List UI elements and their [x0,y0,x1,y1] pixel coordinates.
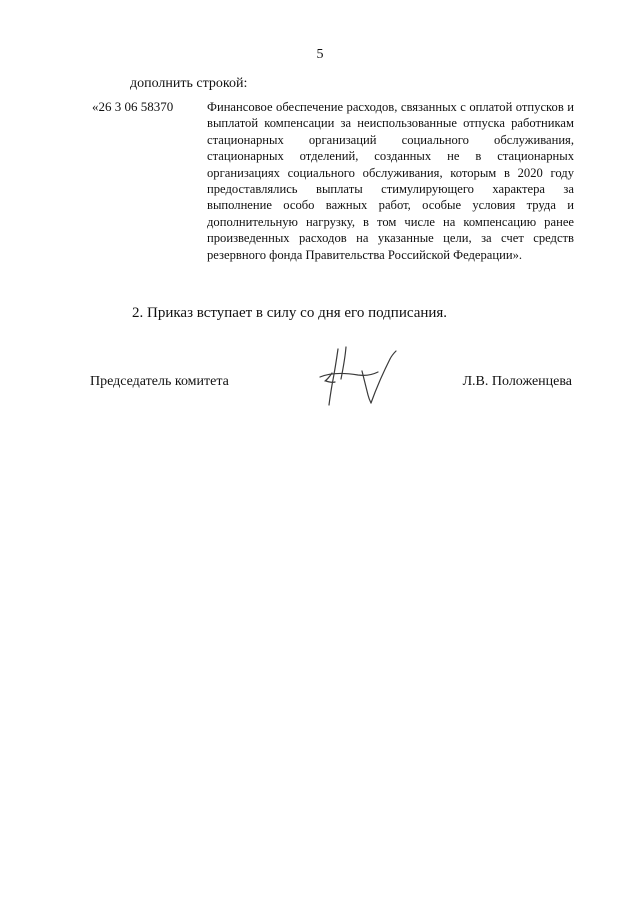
budget-code-description: Финансовое обеспечение расходов, связанных с оплатой отпусков и выплатой компенсации за неиспользованные отпуска работникам стационарных организаций социального обслуживания, стационарных отделений, созданных не в стационарных организациях социального обслуживания, которым в 2020 году предоставлялись выплаты стимулирующего характера за выполнение особо важных работ, особые условия труда и дополнительную нагрузку, в том числе на компенсацию ранее произведенных расходов на указанные цели, за счет средств резервного фонда Правительства Российской Федерации». [207,100,574,262]
signatory-title: Председатель комитета [90,374,229,389]
page-number: 5 [316,47,324,62]
signatory-name: Л.В. Положенцева [462,374,572,389]
handwritten-signature [316,345,398,407]
signature-strokes [320,347,396,405]
budget-classification-code: «26 3 06 58370 [92,99,174,114]
amendment-lead-text: дополнить строкой: [130,76,248,91]
order-effective-clause: 2. Приказ вступает в силу со дня его подписания. [132,305,448,321]
